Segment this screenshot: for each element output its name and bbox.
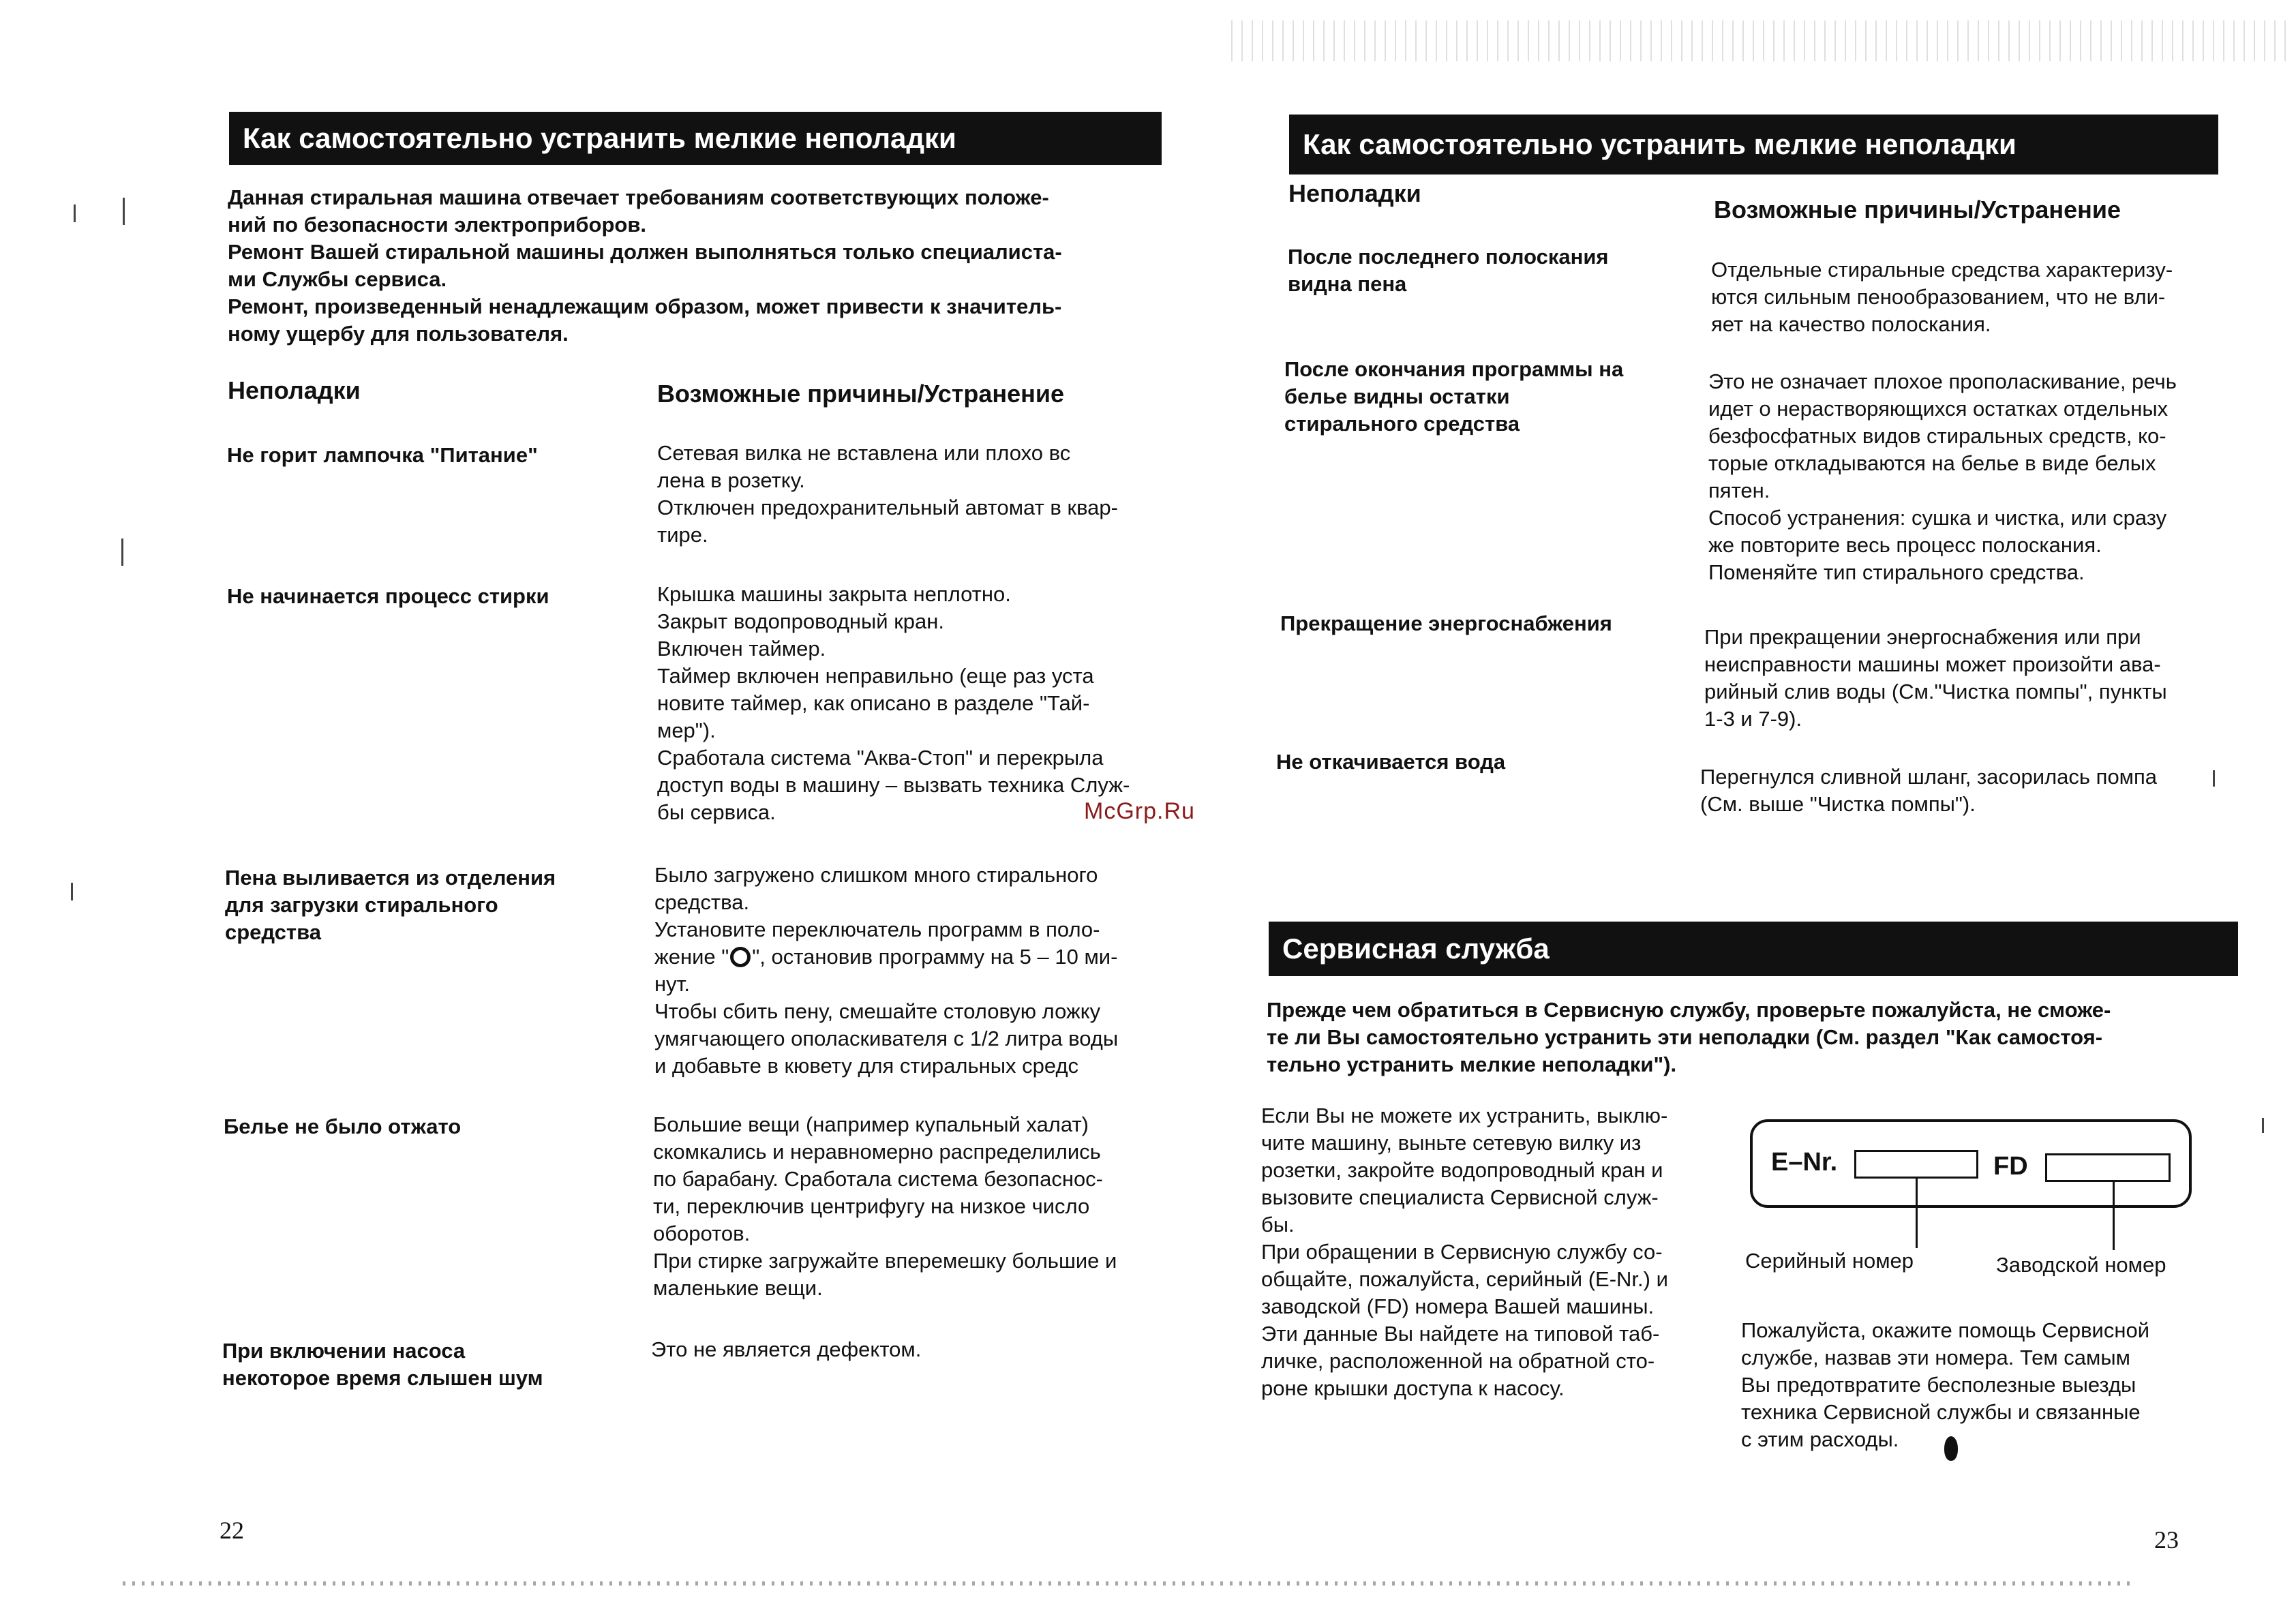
serial-number-box bbox=[1854, 1150, 1978, 1179]
solution-text: бы сервиса. bbox=[657, 800, 776, 824]
service-intro-line: те ли Вы самостоятельно устранить эти неполадки (См. раздел "Как самостоя- bbox=[1267, 1025, 2103, 1049]
intro-line: ному ущербу для пользователя. bbox=[228, 322, 569, 346]
solution-item bbox=[1711, 256, 2229, 338]
service-text-line: чите машину, выньте сетевую вилку из bbox=[1261, 1131, 1642, 1155]
service-text-line: Пожалуйста, окажите помощь Сервисной bbox=[1741, 1318, 2150, 1342]
service-intro-line: тельно устранить мелкие неполадки"). bbox=[1267, 1052, 1677, 1076]
problem-text: Белье не было отжато bbox=[224, 1114, 462, 1138]
problem-text: Прекращение энергоснабжения bbox=[1280, 611, 1612, 635]
service-text-line: При обращении в Сервисную службу со- bbox=[1261, 1240, 1663, 1264]
solution-text: Поменяйте тип стирального средства. bbox=[1708, 560, 2085, 584]
right-column-header-problems: Неполадки bbox=[1288, 179, 1421, 207]
service-text-line: службе, назвав эти номера. Тем самым bbox=[1741, 1346, 2130, 1369]
solution-text: Установите переключатель программ в поло- bbox=[654, 917, 1100, 941]
solution-text: тире. bbox=[657, 523, 708, 547]
service-text-line: с этим расходы. bbox=[1741, 1427, 1899, 1451]
problem-text: белье видны остатки bbox=[1284, 384, 1510, 408]
problem-item bbox=[224, 1113, 633, 1140]
solution-text: При прекращении энергоснабжения или при bbox=[1704, 625, 2141, 649]
problem-item bbox=[225, 864, 634, 946]
solution-item bbox=[1704, 624, 2222, 733]
scan-noise-bottom bbox=[123, 1581, 2134, 1586]
problem-item bbox=[1284, 356, 1707, 438]
solution-text: яет на качество полоскания. bbox=[1711, 312, 1991, 336]
service-intro-line: Прежде чем обратиться в Сервисную службу, проверьте пожалуйста, не сможе- bbox=[1267, 998, 2111, 1022]
service-text-line: бы. bbox=[1261, 1213, 1295, 1237]
problem-text: Не начинается процесс стирки bbox=[227, 584, 549, 608]
solution-text: мер"). bbox=[657, 718, 716, 742]
solution-text: ти, переключив центрифугу на низкое число bbox=[653, 1194, 1090, 1218]
problem-text: После последнего полоскания bbox=[1288, 245, 1609, 269]
solution-text: новите таймер, как описано в разделе "Тай- bbox=[657, 691, 1090, 715]
problem-text: Не откачивается вода bbox=[1276, 750, 1506, 774]
solution-text: Включен таймер. bbox=[657, 637, 826, 661]
right-section-banner bbox=[1289, 115, 2218, 175]
solution-text: Перегнулся сливной шланг, засорилась помпа bbox=[1700, 765, 2158, 789]
solution-text: Это не означает плохое прополаскивание, речь bbox=[1708, 369, 2177, 393]
left-page-number: 22 bbox=[220, 1517, 244, 1544]
intro-line: Ремонт, произведенный ненадлежащим образом, может привести к значитель- bbox=[228, 294, 1062, 318]
problem-text: При включении насоса bbox=[222, 1339, 466, 1363]
scan-speck bbox=[121, 539, 123, 566]
problem-item bbox=[1288, 243, 1697, 298]
problem-item bbox=[1280, 610, 1703, 637]
scan-speck bbox=[74, 204, 76, 222]
serial-number-caption: Серийный номер bbox=[1745, 1249, 1914, 1273]
ink-blot-mark bbox=[1944, 1436, 1958, 1461]
solution-text: идет о нерастворяющихся остатках отдельных bbox=[1708, 397, 2169, 421]
problem-item bbox=[1276, 748, 1699, 776]
intro-line: Ремонт Вашей стиральной машины должен выполняться только специалиста- bbox=[228, 240, 1062, 264]
solution-item bbox=[657, 581, 1162, 826]
scan-speck bbox=[123, 198, 125, 225]
scan-speck bbox=[71, 883, 73, 900]
solution-text: Закрыт водопроводный кран. bbox=[657, 609, 945, 633]
problem-text: видна пена bbox=[1288, 272, 1407, 296]
factory-number-box bbox=[2045, 1153, 2171, 1182]
problem-item bbox=[227, 442, 636, 469]
intro-line: ний по безопасности электроприборов. bbox=[228, 213, 647, 237]
left-column-header-problems: Неполадки bbox=[228, 376, 361, 404]
solution-text: Таймер включен неправильно (еще раз уста bbox=[657, 664, 1094, 688]
solution-item bbox=[653, 1111, 1162, 1302]
service-intro bbox=[1267, 997, 2235, 1078]
scan-speck bbox=[2262, 1118, 2264, 1133]
service-text-line: личке, расположенной на обратной сто- bbox=[1261, 1349, 1655, 1373]
solution-text: Способ устранения: сушка и чистка, или сразу bbox=[1708, 506, 2167, 530]
problem-text: Не горит лампочка "Питание" bbox=[227, 443, 538, 467]
service-section-banner bbox=[1269, 922, 2238, 976]
service-banner-title: Сервисная служба bbox=[1282, 932, 1550, 965]
solution-text: Сетевая вилка не вставлена или плохо вс bbox=[657, 441, 1071, 465]
left-intro bbox=[228, 184, 1168, 348]
solution-text: скомкались и неравномерно распределились bbox=[653, 1140, 1101, 1164]
solution-text: Крышка машины закрыта неплотно. bbox=[657, 582, 1011, 606]
service-text-line: вызовите специалиста Сервисной служ- bbox=[1261, 1185, 1659, 1209]
watermark: McGrp.Ru bbox=[1084, 798, 1195, 824]
problem-item bbox=[227, 583, 636, 610]
fd-label: FD bbox=[1993, 1152, 2028, 1181]
solution-text: маленькие вещи. bbox=[653, 1276, 823, 1300]
service-text-line: общайте, пожалуйста, серийный (E-Nr.) и bbox=[1261, 1267, 1668, 1291]
solution-text: Сработала система "Аква-Стоп" и перекрыла bbox=[657, 746, 1104, 770]
solution-text: по барабану. Сработала система безопаснос- bbox=[653, 1167, 1104, 1191]
solution-text: нут. bbox=[654, 972, 690, 996]
left-section-banner bbox=[229, 112, 1162, 165]
solution-text: доступ воды в машину – вызвать техника Служ- bbox=[657, 773, 1130, 797]
solution-text: Отключен предохранительный автомат в квар- bbox=[657, 496, 1118, 519]
service-text-line: розетки, закройте водопроводный кран и bbox=[1261, 1158, 1663, 1182]
solution-text: При стирке загружайте вперемешку большие и bbox=[653, 1249, 1117, 1273]
solution-text: Было загружено слишком много стирального bbox=[654, 863, 1098, 887]
intro-line: ми Службы сервиса. bbox=[228, 267, 447, 291]
solution-text: лена в розетку. bbox=[657, 468, 805, 492]
factory-pointer-line bbox=[2113, 1182, 2115, 1250]
solution-text: пятен. bbox=[1708, 479, 1770, 502]
solution-text: Отдельные стиральные средства характеризу- bbox=[1711, 258, 2173, 282]
serial-pointer-line bbox=[1916, 1179, 1918, 1248]
right-page-number: 23 bbox=[2154, 1526, 2179, 1553]
solution-text: Большие вещи (например купальный халат) bbox=[653, 1112, 1089, 1136]
problem-item bbox=[222, 1337, 645, 1392]
problem-text: стирального средства bbox=[1284, 412, 1520, 436]
solution-text: рийный слив воды (См."Чистка помпы", пункты bbox=[1704, 680, 2167, 703]
service-right-text bbox=[1741, 1317, 2218, 1453]
solution-text: (См. выше "Чистка помпы"). bbox=[1700, 792, 1976, 816]
left-banner-title: Как самостоятельно устранить мелкие неполадки bbox=[243, 122, 956, 154]
solution-text: оборотов. bbox=[653, 1222, 751, 1245]
service-text-line: роне крышки доступа к насосу. bbox=[1261, 1376, 1565, 1400]
solution-text: и добавьте в кювету для стиральных средс bbox=[654, 1054, 1079, 1078]
service-text-line: Если Вы не можете их устранить, выклю- bbox=[1261, 1104, 1668, 1127]
problem-text: средства bbox=[225, 920, 321, 944]
solution-text-part: жение " bbox=[654, 945, 729, 969]
solution-text: Это не является дефектом. bbox=[651, 1337, 922, 1361]
factory-number-caption: Заводской номер bbox=[1996, 1253, 2166, 1277]
right-banner-title: Как самостоятельно устранить мелкие неполадки bbox=[1303, 128, 2016, 160]
solution-item bbox=[657, 440, 1162, 549]
solution-text: средства. bbox=[654, 890, 750, 914]
service-text-line: Вы предотвратите бесполезные выезды bbox=[1741, 1373, 2136, 1397]
solution-text: безфосфатных видов стиральных средств, ко- bbox=[1708, 424, 2166, 448]
solution-text: же повторите весь процесс полоскания. bbox=[1708, 533, 2102, 557]
service-left-text bbox=[1261, 1102, 1718, 1402]
solution-text: неисправности машины может произойти ава- bbox=[1704, 652, 2161, 676]
intro-line: Данная стиральная машина отвечает требованиям соответствующих положе- bbox=[228, 185, 1049, 209]
solution-text: ются сильным пенообразованием, что не вли- bbox=[1711, 285, 2166, 309]
solution-item bbox=[654, 862, 1162, 1080]
solution-text: 1-3 и 7-9). bbox=[1704, 707, 1802, 731]
enr-label: E–Nr. bbox=[1771, 1148, 1838, 1177]
problem-text: для загрузки стирального bbox=[225, 893, 498, 917]
problem-text: некоторое время слышен шум bbox=[222, 1366, 543, 1390]
scan-speck bbox=[2213, 770, 2215, 787]
left-column-header-solutions: Возможные причины/Устранение bbox=[657, 380, 1065, 408]
program-off-circle-icon bbox=[730, 947, 751, 967]
service-text-line: Эти данные Вы найдете на типовой таб- bbox=[1261, 1322, 1660, 1346]
problem-text: После окончания программы на bbox=[1284, 357, 1624, 381]
solution-item bbox=[1708, 368, 2226, 586]
solution-item bbox=[651, 1336, 1155, 1363]
solution-text: Чтобы сбить пену, смешайте столовую ложку bbox=[654, 999, 1101, 1023]
problem-text: Пена выливается из отделения bbox=[225, 866, 556, 890]
solution-text-part: ", остановив программу на 5 – 10 ми- bbox=[752, 945, 1118, 969]
service-text-line: заводской (FD) номера Вашей машины. bbox=[1261, 1294, 1655, 1318]
service-text-line: техника Сервисной службы и связанные bbox=[1741, 1400, 2141, 1424]
solution-text bbox=[654, 943, 1162, 971]
solution-text: торые откладываются на белье в виде белых bbox=[1708, 451, 2156, 475]
solution-item bbox=[1700, 763, 2218, 818]
solution-text: умягчающего ополаскивателя с 1/2 литра воды bbox=[654, 1027, 1119, 1050]
right-column-header-solutions: Возможные причины/Устранение bbox=[1714, 196, 2121, 224]
scan-noise-top bbox=[1227, 20, 2291, 61]
